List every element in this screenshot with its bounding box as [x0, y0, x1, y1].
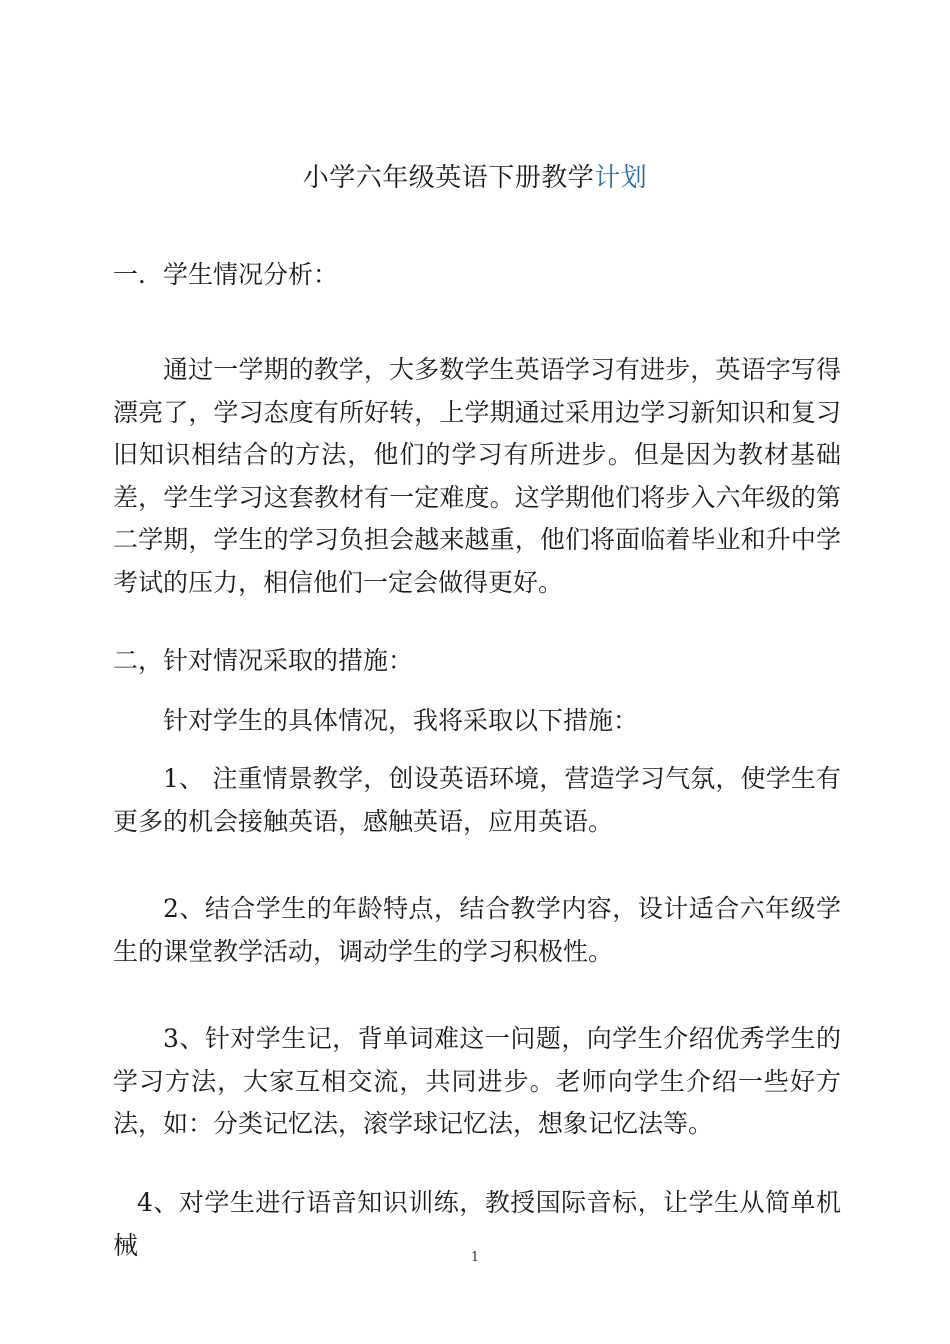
document-title	[0, 160, 950, 196]
section2-heading: 二，针对情况采取的措施：	[113, 646, 414, 675]
title-accent: 计划	[594, 163, 648, 193]
measure-item-4: 4、对学生进行语音知识训练，教授国际音标，让学生从简单机械	[113, 1188, 841, 1260]
measure-item-2: 2、结合学生的年龄特点，结合教学内容，设计适合六年级学生的课堂教学活动，调动学生的学习积极性。	[113, 894, 841, 966]
section2-intro: 针对学生的具体情况，我将采取以下措施：	[163, 706, 639, 735]
section1-paragraph: 通过一学期的教学，大多数学生英语学习有进步，英语字写得漂亮了，学习态度有所好转，上学期通过采用边学习新知识和复习旧知识相结合的方法，他们的学习有所进步。但是因为教材基础差，学生学习这套教材有一定难度。这学期他们将步入六年级的第二学期，学生的学习负担会越来越重，他们将面临着毕业和升中学考试的压力，相信他们一定会做得更好。	[113, 355, 841, 597]
section1-heading: 一．学生情况分析：	[113, 260, 339, 289]
page-number: 1	[470, 1250, 480, 1265]
title-main: 小学六年级英语下册教学	[302, 163, 595, 193]
measure-item-1: 1、 注重情景教学，创设英语环境，营造学习气氛，使学生有更多的机会接触英语，感触英语，应用英语。	[113, 764, 841, 836]
measure-item-3: 3、针对学生记，背单词难这一问题，向学生介绍优秀学生的学习方法，大家互相交流，共同进步。老师向学生介绍一些好方法，如：分类记忆法，滚学球记忆法，想象记忆法等。	[113, 1024, 841, 1138]
